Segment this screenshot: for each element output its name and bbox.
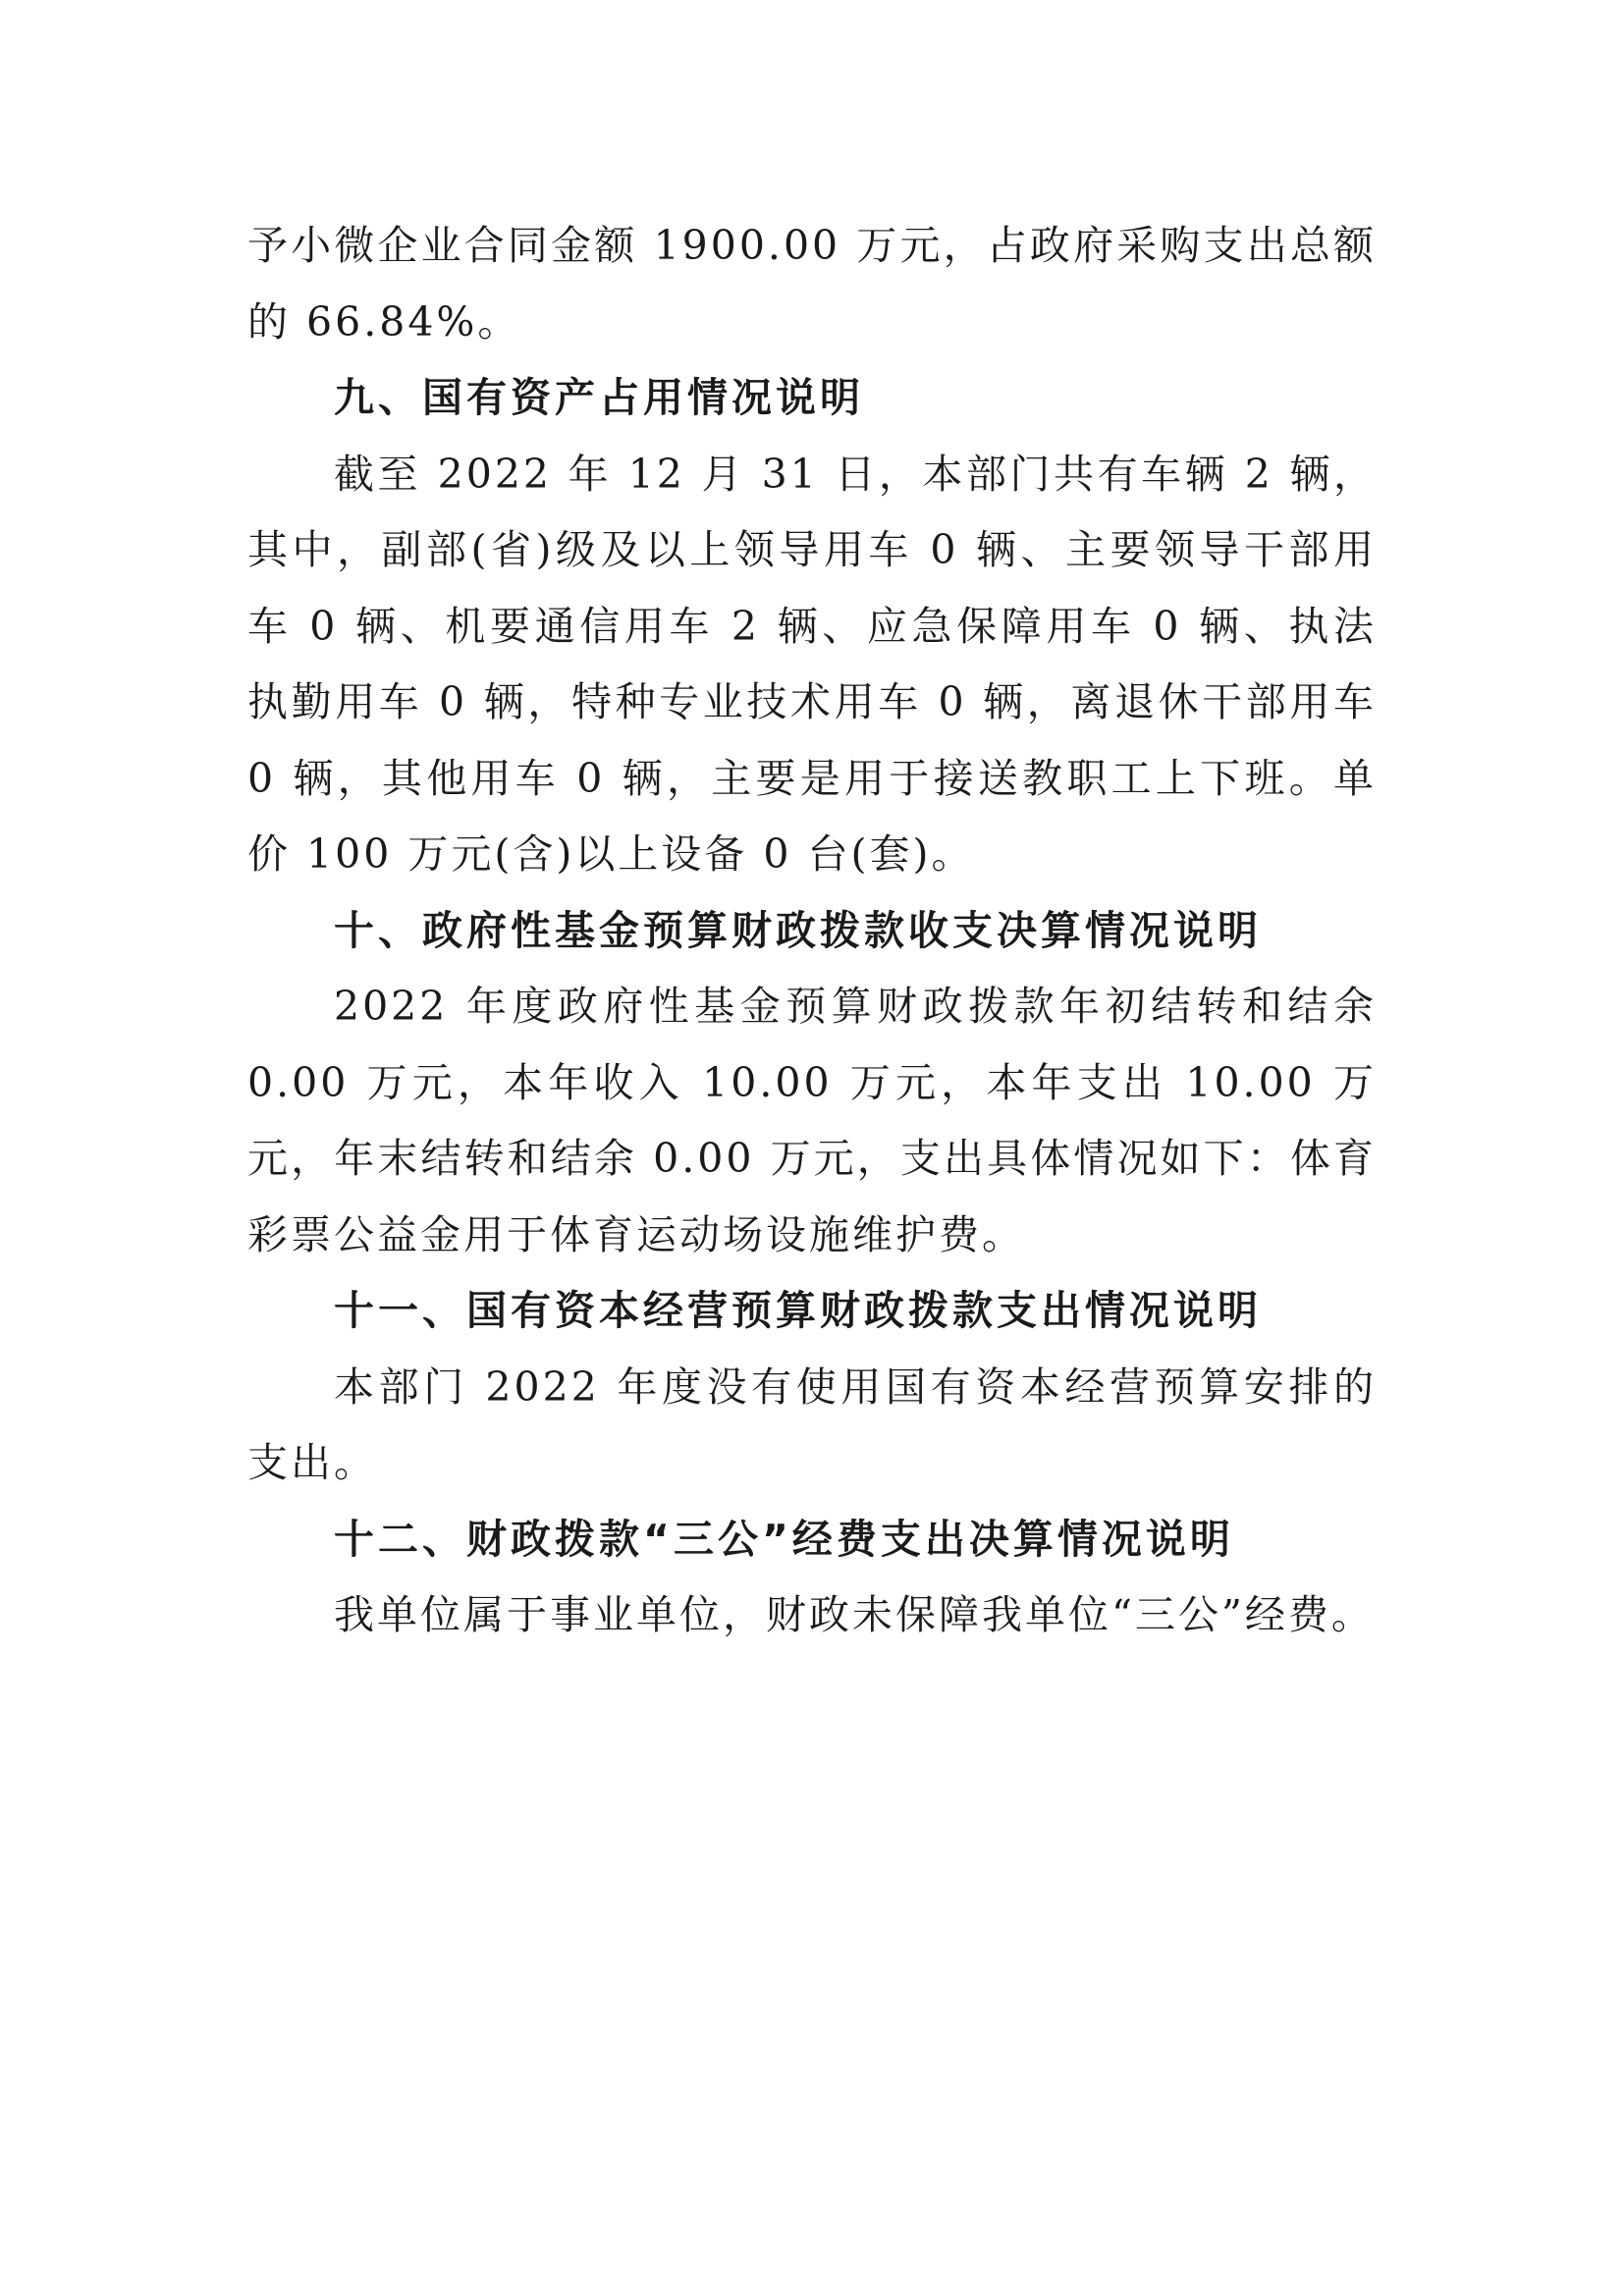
- section-heading-three-public: 十二、财政拨款“三公”经费支出决算情况说明: [334, 1515, 1234, 1563]
- section-heading-government-fund: 十、政府性基金预算财政拨款收支决算情况说明: [334, 906, 1262, 954]
- section-heading-state-assets: 九、国有资产占用情况说明: [334, 374, 864, 421]
- document-body: [247, 208, 1377, 1654]
- paragraph-state-assets: 截至 2022 年 12 月 31 日，本部门共有车辆 2 辆，其中，副部(省)级及以上领导用车 0 辆、主要领导干部用车 0 辆、机要通信用车 2 辆、应急保障用车 0 辆、执法执勤用车 0 辆，特种专业技术用车 0 辆，离退休干部用车 0 辆，其他用车 0 辆，主要是用于接送教职工上下班。单价 100 万元(含)以上设备 0 台(套)。: [247, 450, 1377, 878]
- paragraph-government-fund: 2022 年度政府性基金预算财政拨款年初结转和结余 0.00 万元，本年收入 10.00 万元，本年支出 10.00 万元，年末结转和结余 0.00 万元，支出具体情况如下：体育彩票公益金用于体育运动场设施维护费。: [247, 983, 1377, 1258]
- paragraph-procurement-continued: 予小微企业合同金额 1900.00 万元，占政府采购支出总额的 66.84%。: [247, 222, 1377, 346]
- paragraph-three-public: 我单位属于事业单位，财政未保障我单位“三公”经费。: [334, 1591, 1375, 1638]
- paragraph-state-capital: 本部门 2022 年度没有使用国有资本经营预算安排的支出。: [247, 1362, 1377, 1486]
- section-heading-state-capital: 十一、国有资本经营预算财政拨款支出情况说明: [334, 1287, 1262, 1334]
